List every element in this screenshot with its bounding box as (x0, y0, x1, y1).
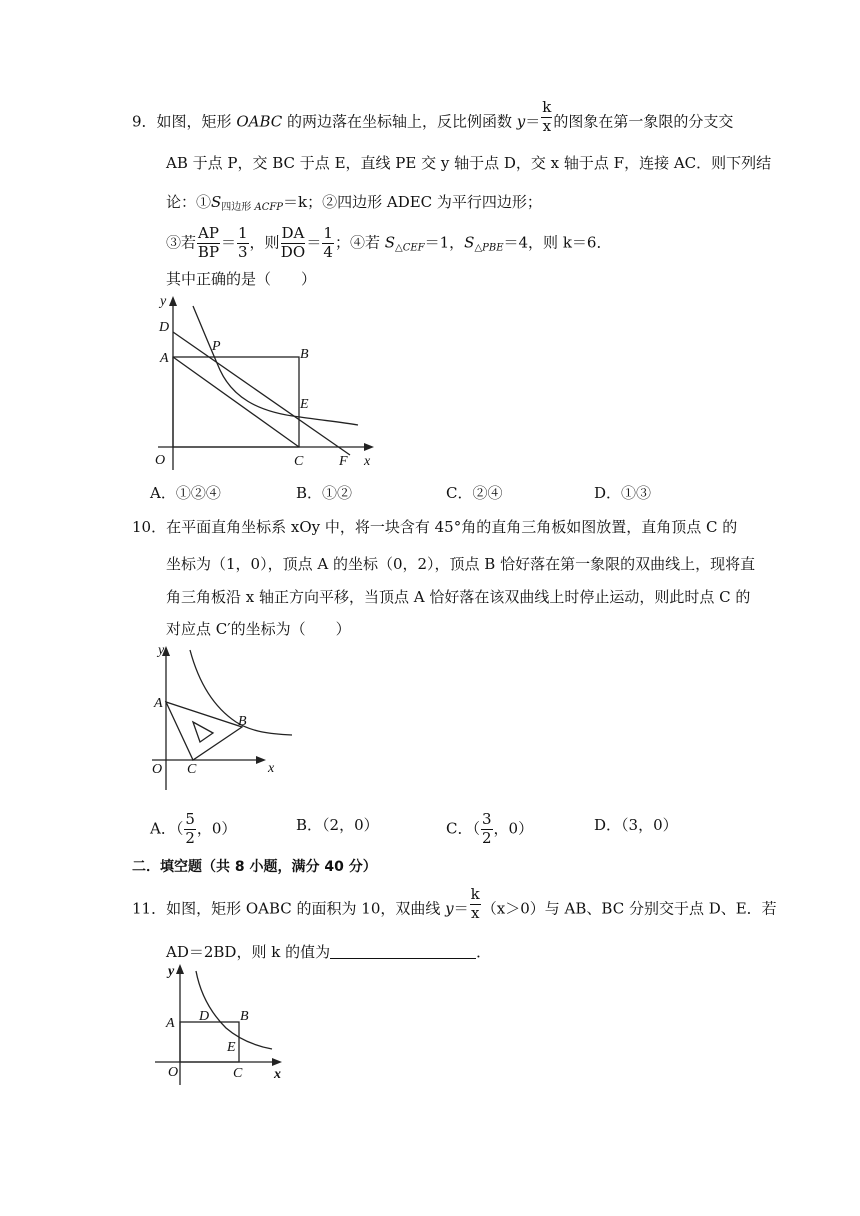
q9-line2: AB 于点 P，交 BC 于点 E，直线 PE 交 y 轴于点 D，交 x 轴于点 F，连接 AC．则下列结 (166, 154, 772, 172)
q10-label-c: C (187, 762, 197, 777)
q9-hyperbola (193, 306, 358, 425)
q9-label-x: x (364, 454, 371, 469)
q10-label-y: y (158, 643, 165, 658)
q11-label-a: A (166, 1016, 175, 1031)
q10-label-b: B (238, 714, 247, 729)
q9-option-b[interactable]: B．①② (296, 484, 353, 502)
q9-label-o: O (155, 453, 166, 468)
q11-answer-blank[interactable] (330, 944, 476, 959)
q9-line1: 9．如图，矩形 OABC 的两边落在坐标轴上，反比例函数 y＝ $\frac{k}{x}$ 的图象在第一象限的分支交 (132, 98, 734, 135)
q10-label-a: A (154, 696, 163, 711)
q10-label-o: O (152, 762, 163, 777)
q10-option-b[interactable]: B．（2，0） (296, 816, 379, 834)
q9-line5: 其中正确的是（ ） (166, 270, 317, 288)
fraction-one-third: $\frac{1}{3}$ (237, 224, 248, 261)
q9-line3: 论：$①S_{四边形}$ $_{ACFP}$＝k；②四边形 ADEC 为平行四边形； (166, 193, 542, 213)
q9-label-d: D (159, 320, 170, 335)
q10-label-x: x (268, 761, 275, 776)
q11-label-o: O (168, 1065, 179, 1080)
fraction-three-halves: $\frac{3}{2}$ (481, 810, 492, 847)
q9-label-a: A (160, 351, 169, 366)
fraction-one-fourth: $\frac{1}{4}$ (323, 224, 333, 261)
q11-line2: AD＝2BD，则 k 的值为 ． (166, 943, 492, 961)
q11-label-d: D (199, 1009, 210, 1024)
fraction-ap-bp: $\frac{AP}{BP}$ (197, 224, 220, 261)
q11-label-x: x (274, 1067, 281, 1082)
q11-label-y: y (168, 964, 175, 979)
q10-line3: 角三角板沿 x 轴正方向平移，当顶点 A 恰好落在该双曲线上时停止运动，则此时点 C 的 (166, 588, 751, 606)
q11-fraction-k-over-x: $\frac{k}{x}$ (470, 885, 480, 922)
q9-option-d[interactable]: D．①③ (594, 484, 652, 502)
q11-label-e: E (227, 1040, 236, 1055)
q10-option-c[interactable]: C．（ $\frac{3}{2}$ ，0） (446, 810, 534, 847)
q11-label-c: C (233, 1066, 243, 1081)
q9-fraction-k-over-x: $\frac{k}{x}$ (542, 98, 552, 135)
q9-label-p: P (212, 339, 221, 354)
q10-line1: 10．在平面直角坐标系 xOy 中，将一块含有 45°角的直角三角板如图放置，直角顶点 C 的 (132, 518, 738, 536)
q9-line-ac (173, 357, 299, 447)
q10-triangle-abc (166, 702, 242, 760)
q9-label-y: y (160, 294, 167, 309)
q10-line4: 对应点 C′的坐标为（ ） (166, 620, 351, 638)
q9-label-b: B (300, 347, 309, 362)
q9-line4: ③若 $\frac{AP}{BP}$ ＝ $\frac{1}{3}$ ，则 $\frac{DA}{DO}$ ＝ $\frac{1}{4}$ ；④若 $S_{\triangle CEF}=1$，$S_{\triangle PBE}=4$，则 k＝6． (166, 224, 612, 261)
section-heading-fill-in: 二．填空题（共 8 小题，满分 40 分） (132, 859, 377, 875)
q10-triangle-hole (193, 722, 213, 742)
q11-line1: 11．如图，矩形 OABC 的面积为 10，双曲线 y＝ $\frac{k}{x}$ （x＞0）与 AB、BC 分别交于点 D、E．若 (132, 885, 777, 922)
q9-label-f: F (339, 454, 348, 469)
q9-option-a[interactable]: A．①②④ (150, 484, 221, 502)
q9-line-df (173, 332, 350, 455)
q11-label-b: B (240, 1009, 249, 1024)
q9-option-c[interactable]: C．②④ (446, 484, 503, 502)
q9-label-c: C (294, 454, 304, 469)
q10-option-a[interactable]: A．（ $\frac{5}{2}$ ，0） (150, 810, 237, 847)
fraction-five-halves: $\frac{5}{2}$ (185, 810, 195, 847)
q10-option-d[interactable]: D．（3，0） (594, 816, 678, 834)
q10-line2: 坐标为（1，0），顶点 A 的坐标（0，2），顶点 B 恰好落在第一象限的双曲线上，现将直 (166, 555, 756, 573)
fraction-da-do: $\frac{DA}{DO}$ (280, 224, 306, 261)
q9-label-e: E (300, 397, 309, 412)
